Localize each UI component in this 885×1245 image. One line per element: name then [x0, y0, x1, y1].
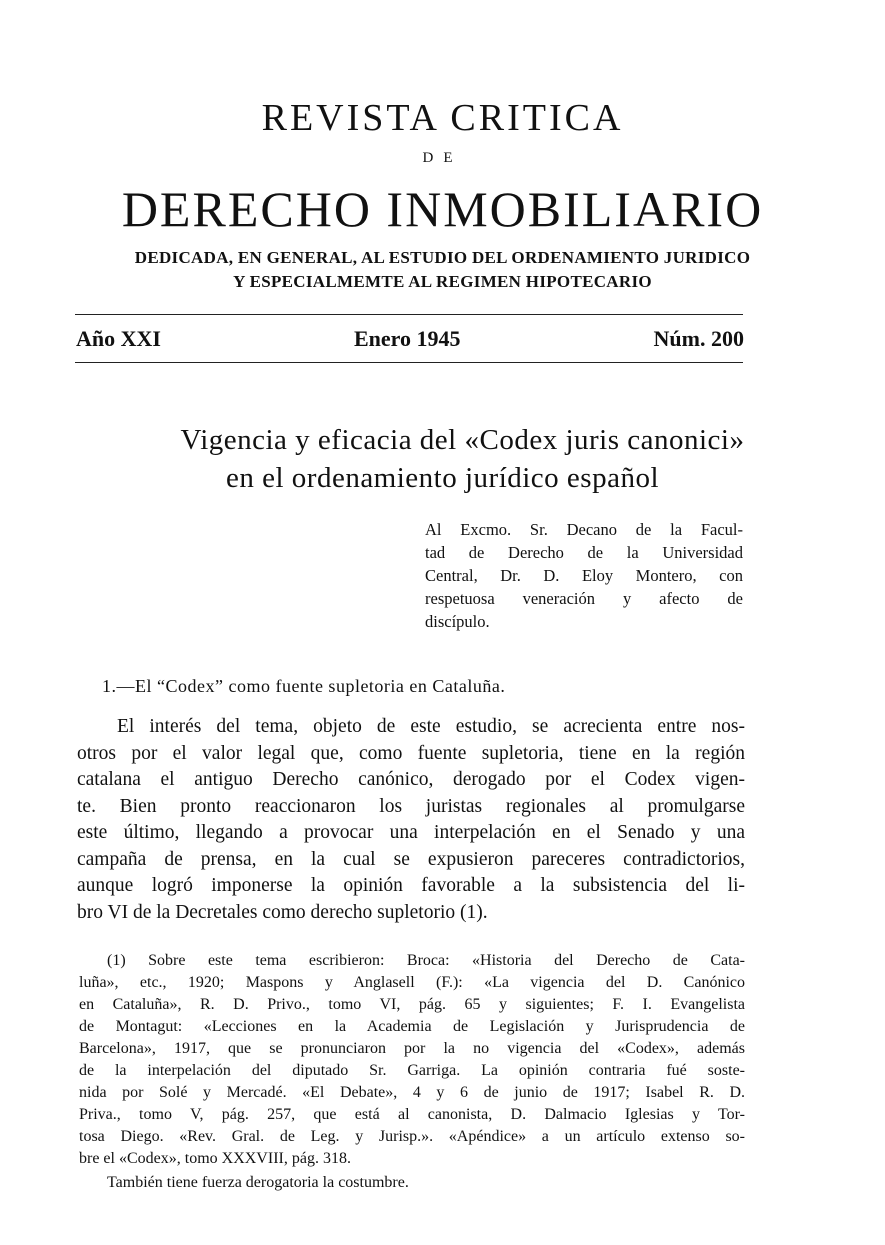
dedication-line: Al Excmo. Sr. Decano de la Facul- — [425, 520, 743, 539]
journal-title: REVISTA CRITICA — [261, 97, 624, 139]
issue-date: Enero 1945 — [353, 326, 461, 351]
section-heading: 1.—El “Codex” como fuente supletoria en Cataluña. — [102, 676, 506, 696]
footnote-line: (1) Sobre este tema escribieron: Broca: «Historia del Derecho de Cata- — [107, 952, 745, 969]
dedication-line: Central, Dr. D. Eloy Montero, con — [425, 566, 743, 585]
article-title-line-2: en el ordenamiento jurídico español — [225, 462, 660, 494]
footnote-line: de la interpelación del diputado Sr. Garriga. La opinión contraria fué soste- — [79, 1062, 745, 1079]
footnote-line: Barcelona», 1917, que se pronunciaron por la no vigencia del «Codex», además — [79, 1040, 745, 1057]
issue-rule-top — [75, 314, 743, 315]
journal-dedication-line-2: Y ESPECIALMEMTE AL REGIMEN HIPOTECARIO — [233, 272, 652, 291]
footnote — [79, 950, 745, 1194]
footnote-line: tosa Diego. «Rev. Gral. de Leg. y Jurisp.». «Apéndice» a un artículo extenso so- — [79, 1128, 745, 1145]
body-paragraph — [77, 714, 745, 926]
article-dedication — [425, 518, 743, 633]
body-line: catalana el antiguo Derecho canónico, derogado por el Codex vigen- — [77, 769, 745, 790]
footnote-line: nida por Solé y Mercadé. «El Debate», 4 y 6 de junio de 1917; Isabel R. D. — [79, 1084, 745, 1101]
journal-dedication-line-1: DEDICADA, EN GENERAL, AL ESTUDIO DEL ORDENAMIENTO JURIDICO — [134, 248, 751, 267]
footnote-extra-line: También tiene fuerza derogatoria la costumbre. — [107, 1174, 409, 1191]
footnote-line: de Montagut: «Lecciones en la Academia de Legislación y Jurisprudencia de — [79, 1018, 745, 1035]
issue-year: Año XXI — [76, 326, 161, 351]
dedication-line: discípulo. — [425, 612, 490, 631]
body-line: este último, llegando a provocar una interpelación en el Senado y una — [77, 822, 745, 843]
body-line: bro VI de la Decretales como derecho supletorio (1). — [77, 901, 488, 923]
footnote-line: bre el «Codex», tomo XXXVIII, pág. 318. — [79, 1150, 351, 1167]
footnote-line: Priva., tomo V, pág. 257, que está al canonista, D. Dalmacio Iglesias y Tor- — [79, 1106, 745, 1123]
dedication-line: tad de Derecho de la Universidad — [425, 543, 743, 562]
body-line: otros por el valor legal que, como fuente supletoria, tiene en la región — [77, 742, 745, 764]
footnote-line: en Cataluña», R. D. Privo., tomo VI, pág. 65 y siguientes; F. I. Evangelista — [79, 996, 745, 1013]
issue-info-row — [76, 326, 744, 352]
body-line: campaña de prensa, en la cual se expusieron pareceres contradictorios, — [77, 848, 745, 870]
dedication-line: respetuosa veneración y afecto de — [425, 589, 743, 608]
issue-rule-bottom — [75, 362, 743, 363]
issue-number: Núm. 200 — [653, 326, 744, 351]
journal-main-title: DERECHO INMOBILIARIO — [121, 181, 764, 237]
body-line: El interés del tema, objeto de este estudio, se acrecienta entre nos- — [117, 716, 745, 737]
journal-title-preposition: DE — [422, 150, 463, 166]
article-title-line-1: Vigencia y eficacia del «Codex juris canonici» — [180, 424, 745, 456]
body-line: te. Bien pronto reaccionaron los juristas regionales al promulgarse — [77, 795, 745, 817]
body-line: aunque logró imponerse la opinión favorable a la subsistencia del li- — [77, 875, 745, 896]
footnote-line: luña», etc., 1920; Maspons y Anglasell (F.): «La vigencia del D. Canónico — [79, 974, 745, 991]
